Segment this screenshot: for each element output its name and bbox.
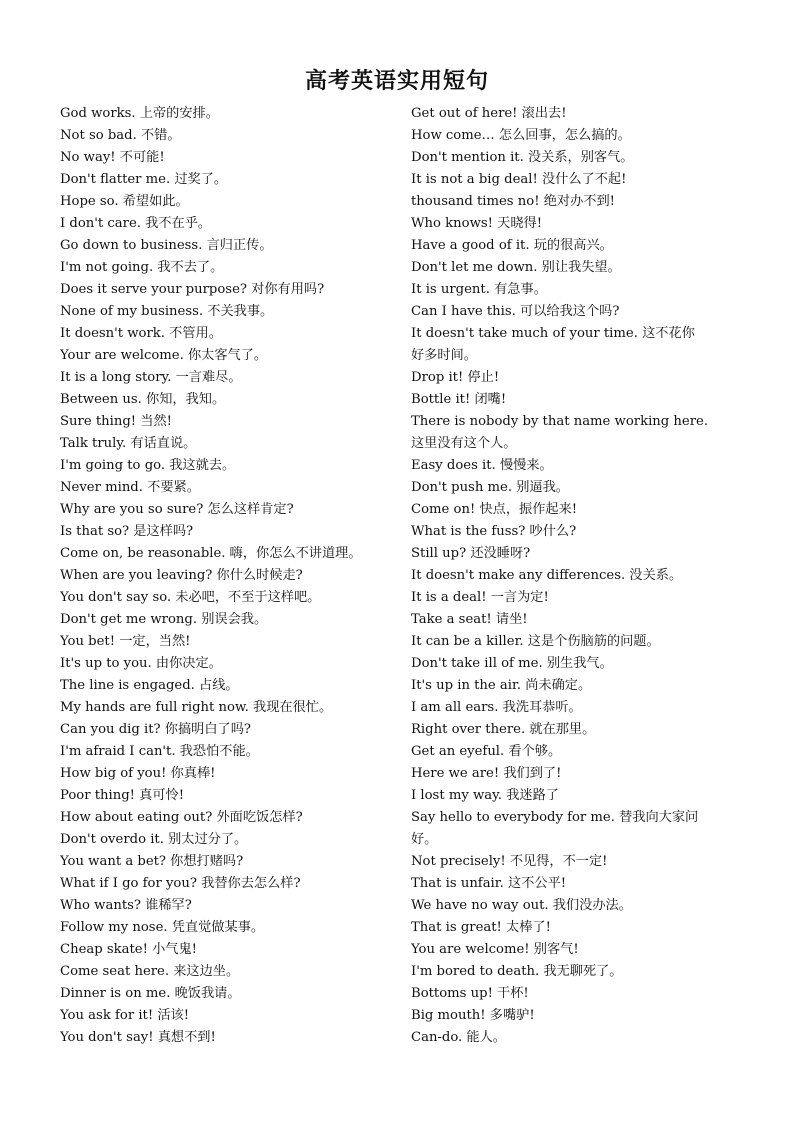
right-phrase-line: I lost my way. 我迷路了: [411, 788, 559, 803]
right-phrase-line: Say hello to everybody for me. 替我向大家问: [411, 810, 699, 825]
left-phrase-line: How big of you! 你真棒!: [60, 766, 216, 781]
left-phrase-line: None of my business. 不关我事。: [60, 304, 274, 319]
left-phrase-line: Your are welcome. 你太客气了。: [60, 348, 268, 363]
right-phrase-line: Have a good of it. 玩的很高兴。: [411, 238, 613, 253]
right-phrase-line: Not precisely! 不见得，不一定!: [411, 854, 608, 869]
right-phrase-line: Here we are! 我们到了!: [411, 766, 562, 781]
right-phrase-line: How come… 怎么回事，怎么搞的。: [411, 128, 631, 143]
right-phrase-line: We have no way out. 我们没办法。: [411, 898, 632, 913]
right-phrase-line: What is the fuss? 吵什么?: [411, 524, 577, 539]
left-phrase-line: Who wants? 谁稀罕?: [60, 898, 192, 913]
left-phrase-line: It doesn't work. 不管用。: [60, 326, 222, 341]
right-phrase-line: Drop it! 停止!: [411, 370, 500, 385]
right-phrase-line: I am all ears. 我洗耳恭听。: [411, 700, 582, 715]
left-phrase-line: Don't flatter me. 过奖了。: [60, 172, 228, 187]
left-phrase-line: Talk truly. 有话直说。: [60, 436, 197, 451]
left-column: [60, 103, 400, 1049]
left-phrase-line: Sure thing! 当然!: [60, 414, 172, 429]
left-phrase-line: Never mind. 不要紧。: [60, 480, 200, 495]
left-phrase-line: I don't care. 我不在乎。: [60, 216, 212, 231]
right-phrase-line: Can I have this. 可以给我这个吗?: [411, 304, 620, 319]
page-title: 高考英语实用短句: [304, 69, 489, 94]
left-phrase-line: Don't overdo it. 别太过分了。: [60, 832, 248, 847]
left-phrase-line: Can you dig it? 你搞明白了吗?: [60, 722, 251, 737]
left-phrase-line: You bet! 一定，当然!: [60, 634, 191, 649]
right-phrase-line: Easy does it. 慢慢来。: [411, 458, 553, 473]
left-phrase-line: How about eating out? 外面吃饭怎样?: [60, 810, 303, 825]
left-phrase-line: I'm afraid I can't. 我恐怕不能。: [60, 744, 259, 759]
right-phrase-line: It is urgent. 有急事。: [411, 282, 547, 297]
left-phrase-line: Cheap skate! 小气鬼!: [60, 942, 197, 957]
right-phrase-line: Take a seat! 请坐!: [411, 612, 528, 627]
right-phrase-line: Big mouth! 多嘴驴!: [411, 1008, 535, 1023]
left-phrase-line: The line is engaged. 占线。: [60, 678, 239, 693]
right-phrase-line: Don't mention it. 没关系，别客气。: [411, 150, 634, 165]
left-phrase-line: Hope so. 希望如此。: [60, 194, 189, 209]
right-phrase-line: 这里没有这个人。: [411, 436, 517, 451]
left-phrase-line: It is a long story. 一言难尽。: [60, 370, 242, 385]
left-phrase-line: Come on, be reasonable. 嗨，你怎么不讲道理。: [60, 546, 362, 561]
right-phrase-line: Get out of here! 滚出去!: [411, 106, 567, 121]
right-phrase-line: You are welcome! 别客气!: [411, 942, 579, 957]
left-phrase-line: You don't say so. 未必吧，不至于这样吧。: [60, 590, 321, 605]
right-phrase-line: I'm bored to death. 我无聊死了。: [411, 964, 623, 979]
right-phrase-line: Can-do. 能人。: [411, 1030, 506, 1045]
right-phrase-line: 好多时间。: [411, 348, 477, 363]
left-phrase-line: Dinner is on me. 晚饭我请。: [60, 986, 241, 1001]
right-phrase-line: Don't let me down. 别让我失望。: [411, 260, 621, 275]
left-phrase-line: Is that so? 是这样吗?: [60, 524, 194, 539]
left-phrase-line: When are you leaving? 你什么时候走?: [60, 568, 303, 583]
left-phrase-line: Why are you so sure? 怎么这样肯定?: [60, 502, 294, 517]
right-phrase-line: It can be a killer. 这是个伤脑筋的问题。: [411, 634, 660, 649]
left-phrase-line: I'm not going. 我不去了。: [60, 260, 224, 275]
left-phrase-line: My hands are full right now. 我现在很忙。: [60, 700, 333, 715]
right-phrase-line: It is a deal! 一言为定!: [411, 590, 549, 605]
left-phrase-line: You don't say! 真想不到!: [60, 1030, 216, 1045]
left-phrase-line: Don't get me wrong. 别误会我。: [60, 612, 268, 627]
right-phrase-line: thousand times no! 绝对办不到!: [411, 194, 615, 209]
left-phrase-line: You want a bet? 你想打赌吗?: [60, 854, 244, 869]
right-phrase-line: That is great! 太棒了!: [411, 920, 551, 935]
right-phrase-line: Don't push me. 别逼我。: [411, 480, 569, 495]
left-phrase-line: Come seat here. 来这边坐。: [60, 964, 240, 979]
left-phrase-line: I'm going to go. 我这就去。: [60, 458, 236, 473]
right-phrase-line: Bottoms up! 干杯!: [411, 986, 529, 1001]
right-phrase-line: That is unfair. 这不公平!: [411, 876, 567, 891]
right-phrase-line: Right over there. 就在那里。: [411, 722, 596, 737]
left-phrase-line: What if I go for you? 我替你去怎么样?: [60, 876, 301, 891]
right-phrase-line: Bottle it! 闭嘴!: [411, 392, 507, 407]
right-phrase-line: Get an eyeful. 看个够。: [411, 744, 562, 759]
left-phrase-line: Not so bad. 不错。: [60, 128, 181, 143]
right-phrase-line: 好。: [411, 832, 438, 847]
left-phrase-line: Poor thing! 真可怜!: [60, 788, 185, 803]
left-phrase-line: God works. 上帝的安排。: [60, 106, 219, 121]
right-phrase-line: Who knows! 天晓得!: [411, 216, 543, 231]
left-phrase-line: Does it serve your purpose? 对你有用吗?: [60, 282, 325, 297]
right-phrase-line: Don't take ill of me. 别生我气。: [411, 656, 613, 671]
right-column: [411, 103, 741, 1049]
right-phrase-line: It doesn't make any differences. 没关系。: [411, 568, 683, 583]
left-phrase-line: Follow my nose. 凭直觉做某事。: [60, 920, 265, 935]
left-phrase-line: Go down to business. 言归正传。: [60, 238, 273, 253]
right-phrase-line: It doesn't take much of your time. 这不花你: [411, 326, 695, 341]
right-phrase-line: It's up in the air. 尚未确定。: [411, 678, 592, 693]
right-phrase-line: There is nobody by that name working here.: [411, 414, 709, 429]
left-phrase-line: It's up to you. 由你决定。: [60, 656, 222, 671]
right-phrase-line: Come on! 快点，振作起来!: [411, 502, 578, 517]
right-phrase-line: It is not a big deal! 没什么了不起!: [411, 172, 627, 187]
right-phrase-line: Still up? 还没睡呀?: [411, 546, 531, 561]
left-phrase-line: No way! 不可能!: [60, 150, 165, 165]
left-phrase-line: You ask for it! 活该!: [60, 1008, 189, 1023]
left-phrase-line: Between us. 你知，我知。: [60, 392, 226, 407]
